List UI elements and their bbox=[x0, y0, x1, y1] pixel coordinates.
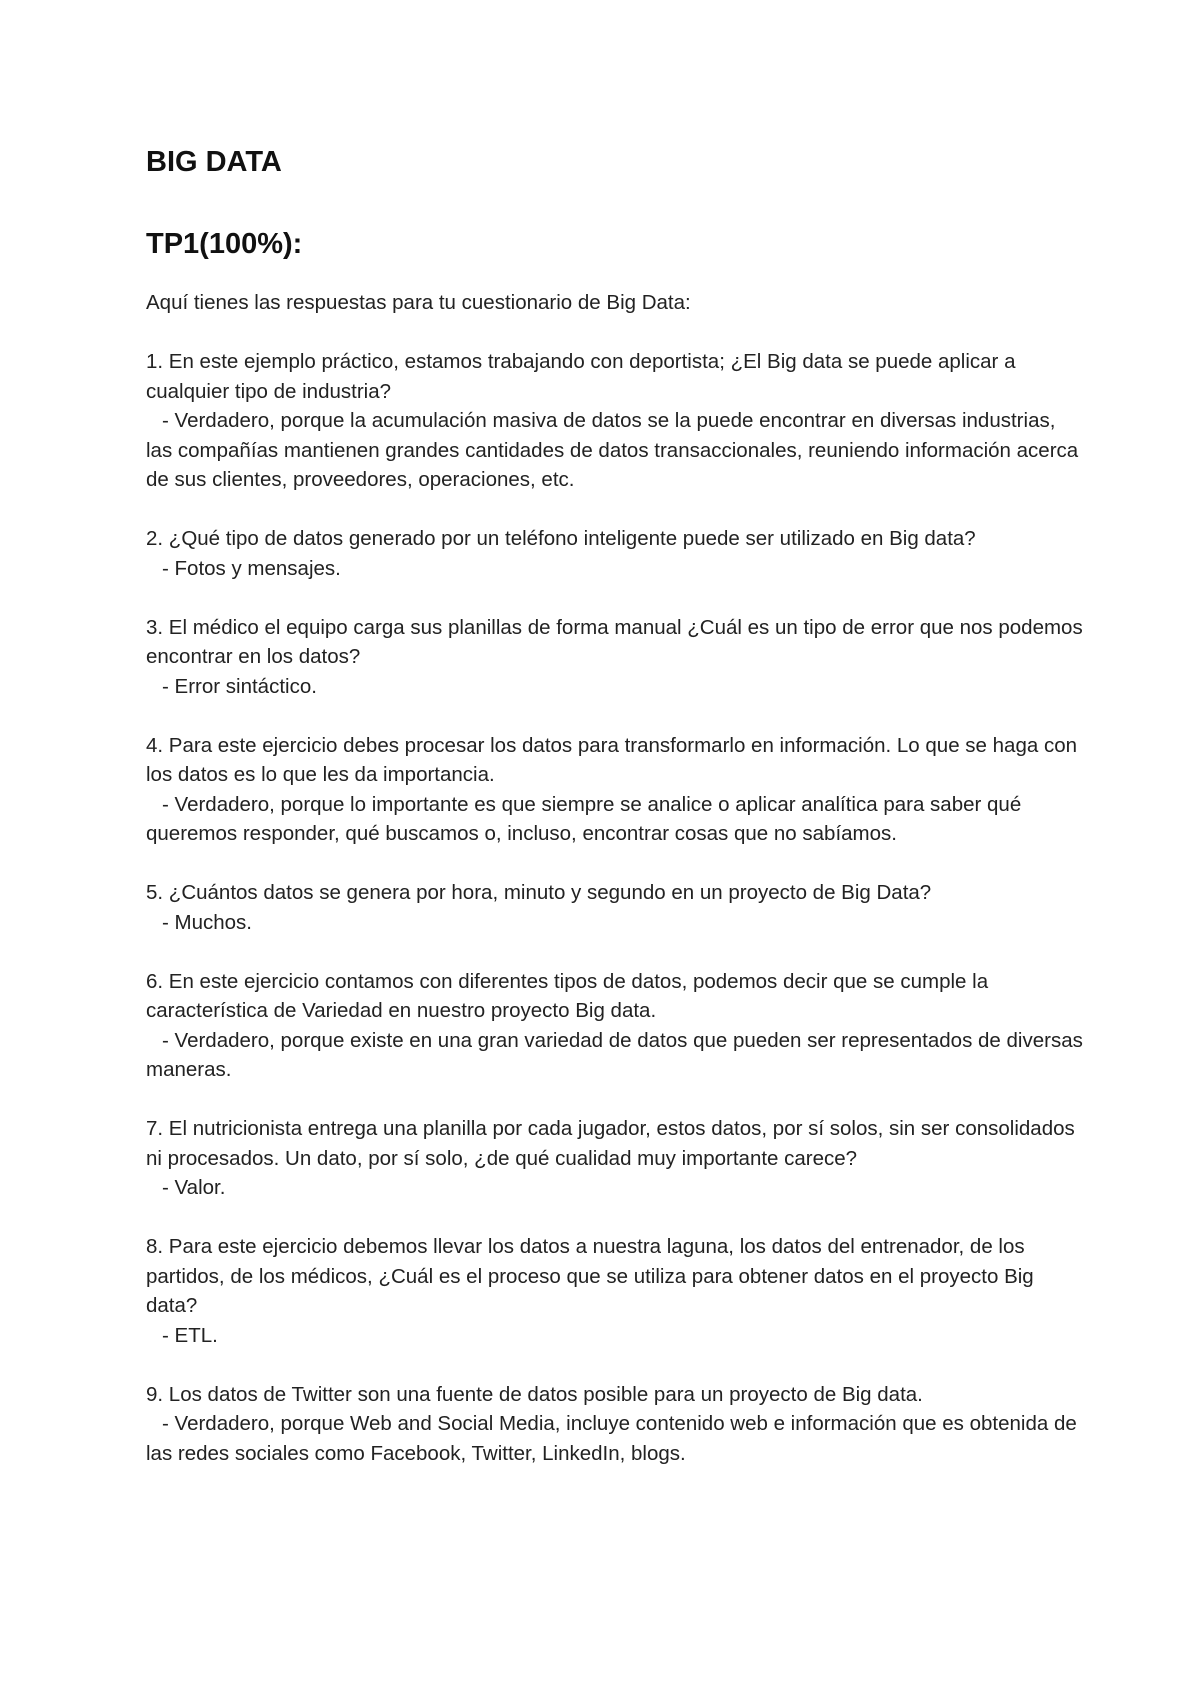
document-page bbox=[146, 140, 1086, 1498]
qa-item-6 bbox=[146, 967, 1086, 1085]
qa-list bbox=[146, 347, 1086, 1468]
question-text: 7. El nutricionista entrega una planilla por cada jugador, estos datos, por sí solos, sin ser consolidados ni procesados. Un dato, por sí solo, ¿de qué cualidad muy importante carece? bbox=[146, 1117, 1075, 1170]
question-text: 8. Para este ejercicio debemos llevar los datos a nuestra laguna, los datos del entrenador, de los partidos, de los médicos, ¿Cuál es el proceso que se utiliza para obtener datos en el proyecto Big data? bbox=[146, 1235, 1034, 1317]
answer-text: - Verdadero, porque la acumulación masiva de datos se la puede encontrar en diversas industrias, las compañías mantienen grandes cantidades de datos transaccionales, reuniendo información acerca de sus clientes, proveedores, operaciones, etc. bbox=[146, 409, 1079, 491]
qa-item-1 bbox=[146, 347, 1086, 495]
question-text: 4. Para este ejercicio debes procesar los datos para transformarlo en información. Lo que se haga con los datos es lo que les da importancia. bbox=[146, 733, 1077, 786]
qa-item-8 bbox=[146, 1232, 1086, 1350]
question-text: 2. ¿Qué tipo de datos generado por un teléfono inteligente puede ser utilizado en Big data? bbox=[146, 527, 976, 550]
answer-text: - Muchos. bbox=[162, 910, 252, 934]
answer-text: - Verdadero, porque lo importante es que siempre se analice o aplicar analítica para saber qué queremos responder, qué buscamos o, incluso, encontrar cosas que no sabíamos. bbox=[146, 792, 1022, 845]
answer-text: - Verdadero, porque existe en una gran variedad de datos que pueden ser representados de diversas maneras. bbox=[146, 1028, 1083, 1081]
answer-text: - Fotos y mensajes. bbox=[162, 556, 341, 580]
question-text: 1. En este ejemplo práctico, estamos trabajando con deportista; ¿El Big data se puede aplicar a cualquier tipo de industria? bbox=[146, 350, 1016, 403]
answer-text: - Error sintáctico. bbox=[162, 674, 317, 698]
qa-item-5 bbox=[146, 878, 1086, 937]
document-title: BIG DATA bbox=[146, 146, 282, 178]
qa-item-3 bbox=[146, 613, 1086, 702]
question-text: 6. En este ejercicio contamos con diferentes tipos de datos, podemos decir que se cumple la característica de Variedad en nuestro proyecto Big data. bbox=[146, 969, 989, 1022]
answer-text: - Valor. bbox=[162, 1176, 226, 1199]
question-text: 5. ¿Cuántos datos se genera por hora, minuto y segundo en un proyecto de Big Data? bbox=[146, 881, 932, 904]
question-text: 3. El médico el equipo carga sus planillas de forma manual ¿Cuál es un tipo de error que nos podemos encontrar en los datos? bbox=[146, 615, 1083, 668]
intro-paragraph: Aquí tienes las respuestas para tu cuestionario de Big Data: bbox=[146, 291, 691, 314]
qa-item-4 bbox=[146, 731, 1086, 849]
answer-text: - Verdadero, porque Web and Social Media, incluye contenido web e información que es obtenida de las redes sociales como Facebook, Twitter, LinkedIn, blogs. bbox=[146, 1412, 1077, 1465]
qa-item-7 bbox=[146, 1114, 1086, 1203]
document-subtitle: TP1(100%): bbox=[146, 228, 303, 260]
question-text: 9. Los datos de Twitter son una fuente de datos posible para un proyecto de Big data. bbox=[146, 1382, 923, 1406]
qa-item-9 bbox=[146, 1380, 1086, 1469]
qa-item-2 bbox=[146, 524, 1086, 583]
answer-text: - ETL. bbox=[162, 1323, 218, 1347]
